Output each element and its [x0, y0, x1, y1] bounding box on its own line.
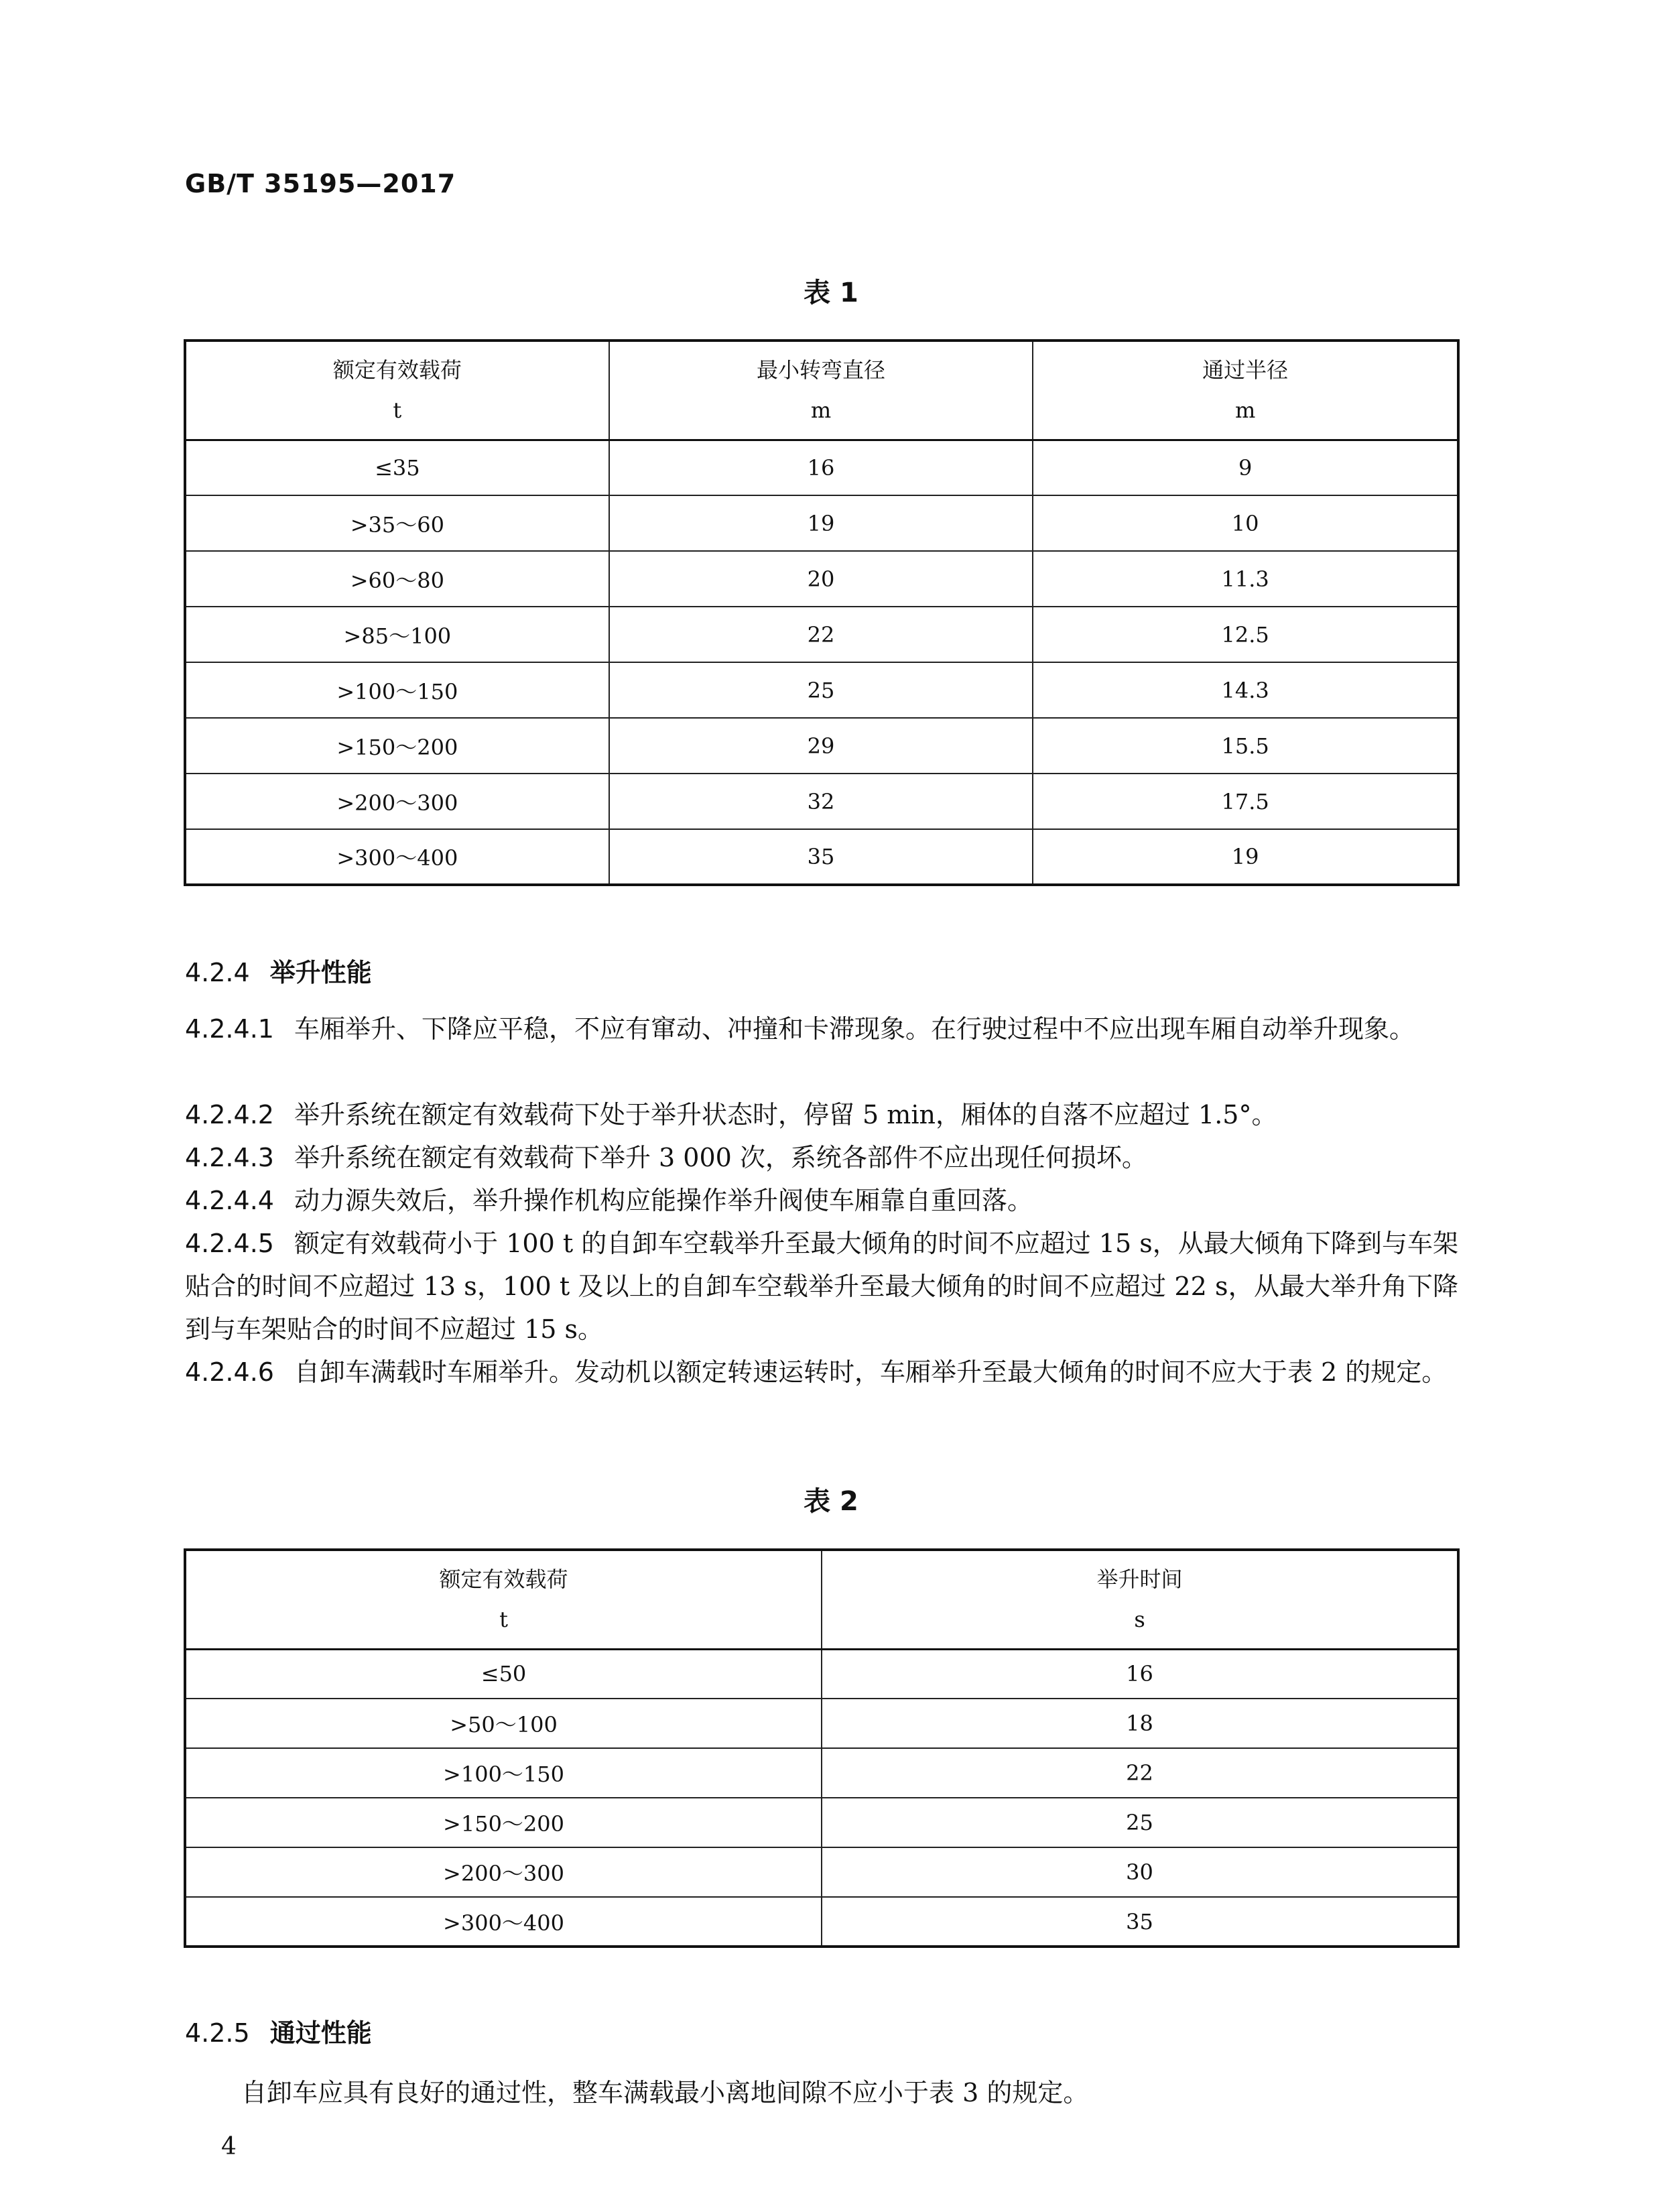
paragraph-4-2-4-3 [185, 1136, 1458, 1179]
column-header-unit: t [499, 1607, 508, 1633]
table-header-row [185, 1550, 1458, 1649]
paragraph-4-2-4-6 [185, 1351, 1458, 1394]
table-cell: 14.3 [1033, 662, 1458, 718]
section-number: 4.2.5 [185, 2018, 250, 2048]
column-header-unit: m [810, 397, 832, 424]
table-cell: 19 [609, 495, 1033, 551]
paragraph-text: 车厢举升、下降应平稳，不应有窜动、冲撞和卡滞现象。在行驶过程中不应出现车厢自动举升现象。 [294, 1014, 1415, 1044]
table-row [185, 1897, 1458, 1947]
table-cell: 25 [609, 662, 1033, 718]
table-header-row [185, 341, 1458, 440]
paragraph-number: 4.2.4.4 [185, 1186, 274, 1215]
table-cell: 16 [822, 1649, 1458, 1699]
column-header [609, 341, 1033, 440]
table-row [185, 774, 1458, 829]
table-row [185, 607, 1458, 662]
table-cell: 22 [822, 1748, 1458, 1798]
paragraph-text: 举升系统在额定有效载荷下处于举升状态时，停留 5 min，厢体的自落不应超过 1.5°。 [294, 1100, 1277, 1129]
table-row [185, 662, 1458, 718]
column-header [185, 1550, 822, 1649]
paragraph-number: 4.2.4.2 [185, 1100, 274, 1129]
table-row [185, 440, 1458, 495]
table-cell: >300～400 [185, 1897, 822, 1947]
column-header-unit: m [1234, 397, 1256, 424]
table-cell: 9 [1033, 440, 1458, 495]
paragraph-text: 额定有效载荷小于 100 t 的自卸车空载举升至最大倾角的时间不应超过 15 s，从最大倾角下降到与车架贴合的时间不应超过 13 s，100 t 及以上的自卸车空载举升至最大倾角的时间不应超过 22 s，从最大举升角下降到与车架贴合的时间不应超过 15 s。 [185, 1229, 1458, 1344]
paragraph-text: 自卸车满载时车厢举升。发动机以额定转速运转时，车厢举升至最大倾角的时间不应大于表 2 的规定。 [294, 1357, 1448, 1387]
table-cell: ≤50 [185, 1649, 822, 1699]
table-cell: 17.5 [1033, 774, 1458, 829]
table-1 [184, 339, 1460, 886]
table-row [185, 551, 1458, 607]
column-header [185, 341, 609, 440]
page-number: 4 [221, 2133, 237, 2160]
table-cell: >100～150 [185, 1748, 822, 1798]
document-header: GB/T 35195—2017 [185, 169, 456, 198]
table-row [185, 1649, 1458, 1699]
table-1-title: 表 1 [804, 278, 858, 308]
paragraph-4-2-4-2 [185, 1093, 1458, 1136]
table-cell: 25 [822, 1798, 1458, 1847]
table-cell: 12.5 [1033, 607, 1458, 662]
table-cell: >300～400 [185, 829, 609, 885]
paragraph-text: 举升系统在额定有效载荷下举升 3 000 次，系统各部件不应出现任何损坏。 [294, 1143, 1147, 1172]
table-cell: >200～300 [185, 774, 609, 829]
table-cell: 29 [609, 718, 1033, 774]
table-cell: >50～100 [185, 1699, 822, 1748]
table-2 [184, 1548, 1460, 1948]
table-cell: 35 [609, 829, 1033, 885]
table-cell: 19 [1033, 829, 1458, 885]
paragraph-number: 4.2.4.5 [185, 1229, 274, 1258]
table-row [185, 1847, 1458, 1897]
table-cell: >150～200 [185, 1798, 822, 1847]
table-cell: 11.3 [1033, 551, 1458, 607]
table-cell: >200～300 [185, 1847, 822, 1897]
table-cell: ≤35 [185, 440, 609, 495]
final-paragraph: 自卸车应具有良好的通过性，整车满载最小离地间隙不应小于表 3 的规定。 [241, 2078, 1089, 2107]
table-row [185, 718, 1458, 774]
column-header [822, 1550, 1458, 1649]
table-cell: 10 [1033, 495, 1458, 551]
column-header [1033, 341, 1458, 440]
section-number: 4.2.4 [185, 958, 250, 987]
table-cell: >60～80 [185, 551, 609, 607]
paragraph-4-2-4-4 [185, 1179, 1458, 1222]
table-cell: 15.5 [1033, 718, 1458, 774]
table-cell: 22 [609, 607, 1033, 662]
section-title: 举升性能 [269, 958, 372, 987]
table-row [185, 1798, 1458, 1847]
table-cell: >85～100 [185, 607, 609, 662]
table-cell: >100～150 [185, 662, 609, 718]
table-cell: >35～60 [185, 495, 609, 551]
table-cell: 30 [822, 1847, 1458, 1897]
section-4-2-4 [185, 952, 372, 989]
column-header-name: 通过半径 [1202, 357, 1289, 383]
column-header-name: 额定有效载荷 [332, 357, 462, 383]
table-row [185, 1699, 1458, 1748]
table-cell: 16 [609, 440, 1033, 495]
table-cell: >150～200 [185, 718, 609, 774]
column-header-name: 最小转弯直径 [757, 357, 886, 383]
column-header-unit: t [393, 397, 402, 424]
table-cell: 32 [609, 774, 1033, 829]
table-2-title: 表 2 [804, 1486, 858, 1517]
table-cell: 20 [609, 551, 1033, 607]
column-header-name: 额定有效载荷 [439, 1566, 568, 1593]
paragraph-4-2-4-1 [185, 1007, 1458, 1050]
paragraph-number: 4.2.4.6 [185, 1357, 274, 1387]
section-4-2-5 [185, 2012, 372, 2049]
paragraph-text: 动力源失效后，举升操作机构应能操作举升阀使车厢靠自重回落。 [294, 1186, 1033, 1215]
table-row [185, 495, 1458, 551]
table-cell: 18 [822, 1699, 1458, 1748]
table-row [185, 829, 1458, 885]
paragraph-number: 4.2.4.1 [185, 1014, 274, 1044]
column-header-name: 举升时间 [1096, 1566, 1183, 1593]
table-row [185, 1748, 1458, 1798]
paragraph-number: 4.2.4.3 [185, 1143, 274, 1172]
section-title: 通过性能 [269, 2018, 372, 2048]
table-cell: 35 [822, 1897, 1458, 1947]
column-header-unit: s [1134, 1607, 1145, 1633]
paragraph-4-2-4-5 [185, 1222, 1458, 1351]
